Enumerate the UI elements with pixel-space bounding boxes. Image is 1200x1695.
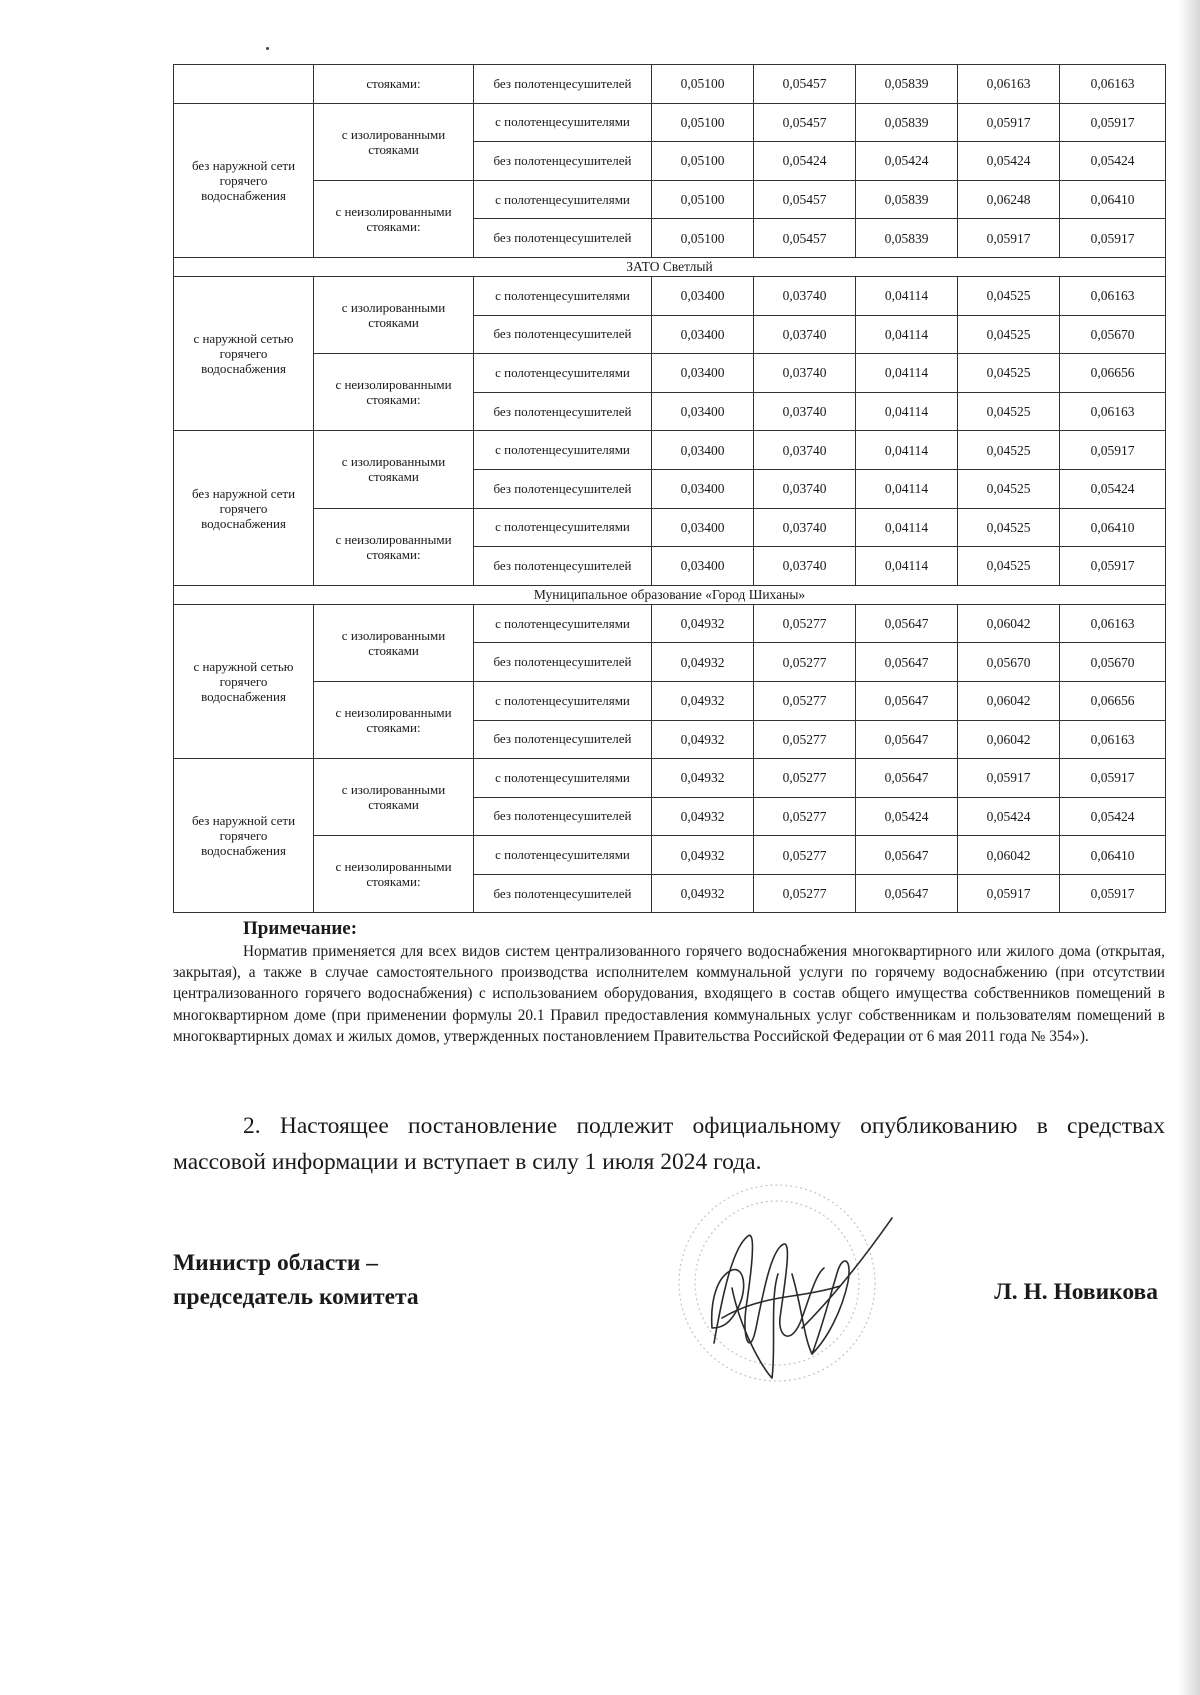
norm-value-cell: 0,04932 <box>652 681 754 720</box>
table-row <box>174 604 1166 643</box>
norm-value-cell: 0,05917 <box>958 103 1060 142</box>
faint-stamp <box>679 1185 875 1381</box>
norm-value-cell: 0,05100 <box>652 103 754 142</box>
riser-type-cell: с неизолированными стояками: <box>314 354 474 431</box>
norm-value-cell: 0,05424 <box>1060 142 1166 181</box>
norm-value-cell: 0,04114 <box>856 547 958 586</box>
table-row <box>174 681 1166 720</box>
norm-value-cell: 0,05277 <box>754 643 856 682</box>
signatory-title-line2: председатель комитета <box>173 1284 419 1310</box>
riser-type-cell: с изолированными стояками <box>314 759 474 836</box>
norm-value-cell: 0,05917 <box>1060 547 1166 586</box>
towel-dryer-cell: без полотенцесушителей <box>474 65 652 104</box>
table-row <box>174 759 1166 798</box>
norm-value-cell: 0,03740 <box>754 431 856 470</box>
towel-dryer-cell: с полотенцесушителями <box>474 604 652 643</box>
table-row <box>174 103 1166 142</box>
norm-value-cell: 0,06163 <box>1060 604 1166 643</box>
norm-value-cell: 0,06410 <box>1060 836 1166 875</box>
norm-value-cell: 0,05670 <box>1060 643 1166 682</box>
norm-value-cell: 0,05457 <box>754 180 856 219</box>
handwritten-signature <box>712 1218 892 1378</box>
norm-value-cell: 0,04525 <box>958 431 1060 470</box>
norm-value-cell: 0,03400 <box>652 315 754 354</box>
norm-value-cell: 0,06042 <box>958 604 1060 643</box>
norm-value-cell: 0,03400 <box>652 431 754 470</box>
norm-value-cell: 0,04114 <box>856 508 958 547</box>
table-row <box>174 431 1166 470</box>
norm-value-cell: 0,06163 <box>1060 392 1166 431</box>
scan-edge-shadow <box>1178 0 1200 1695</box>
towel-dryer-cell: с полотенцесушителями <box>474 508 652 547</box>
norm-value-cell: 0,03740 <box>754 276 856 315</box>
riser-type-cell: с неизолированными стояками: <box>314 836 474 913</box>
towel-dryer-cell: без полотенцесушителей <box>474 643 652 682</box>
norm-value-cell: 0,04114 <box>856 354 958 393</box>
norm-value-cell: 0,04932 <box>652 759 754 798</box>
towel-dryer-cell: без полотенцесушителей <box>474 219 652 258</box>
norm-value-cell: 0,05100 <box>652 180 754 219</box>
norm-value-cell: 0,04932 <box>652 797 754 836</box>
norm-value-cell: 0,03740 <box>754 392 856 431</box>
norm-value-cell: 0,04525 <box>958 508 1060 547</box>
section-title-cell: Муниципальное образование «Город Шиханы» <box>174 585 1166 604</box>
towel-dryer-cell: с полотенцесушителями <box>474 759 652 798</box>
norm-value-cell: 0,05277 <box>754 836 856 875</box>
riser-type-cell: с неизолированными стояками: <box>314 681 474 758</box>
norm-value-cell: 0,04114 <box>856 431 958 470</box>
note-text: Норматив применяется для всех видов систем централизованного горячего водоснабжения многоквартирного или жилого дома (открытая, закрытая), а также в случае самостоятельного производства исполнителем коммунальной услуги по горячему водоснабжению (при отсутствии централизованного горячего водоснабжения) с использованием оборудования, входящего в состав общего имущества собственников помещений в многоквартирном доме (при применении формулы 20.1 Правил предоставления коммунальных услуг собственникам и пользователям помещений в многоквартирных домах и жилых домов, утвержденных постановлением Правительства Российской Федерации от 6 мая 2011 года № 354»). <box>173 943 1165 1045</box>
riser-type-cell: стояками: <box>314 65 474 104</box>
note-title: Примечание: <box>243 918 358 939</box>
norm-value-cell: 0,06163 <box>1060 720 1166 759</box>
norm-value-cell: 0,04114 <box>856 469 958 508</box>
towel-dryer-cell: с полотенцесушителями <box>474 681 652 720</box>
riser-type-cell: с неизолированными стояками: <box>314 180 474 257</box>
norm-value-cell: 0,05917 <box>1060 103 1166 142</box>
towel-dryer-cell: с полотенцесушителями <box>474 354 652 393</box>
towel-dryer-cell: без полотенцесушителей <box>474 547 652 586</box>
norm-value-cell: 0,06163 <box>1060 276 1166 315</box>
norm-value-cell: 0,05100 <box>652 219 754 258</box>
norm-value-cell: 0,04525 <box>958 315 1060 354</box>
norm-value-cell: 0,03740 <box>754 354 856 393</box>
norm-value-cell: 0,04932 <box>652 874 754 913</box>
norm-value-cell: 0,05277 <box>754 759 856 798</box>
norm-value-cell: 0,03400 <box>652 392 754 431</box>
norm-value-cell: 0,05100 <box>652 142 754 181</box>
towel-dryer-cell: без полотенцесушителей <box>474 720 652 759</box>
riser-type-cell: с изолированными стояками <box>314 103 474 180</box>
norm-value-cell: 0,03740 <box>754 315 856 354</box>
table-row <box>174 508 1166 547</box>
norm-value-cell: 0,04525 <box>958 392 1060 431</box>
network-type-cell: с наружной сетью горячего водоснабжения <box>174 604 314 758</box>
scan-speck <box>266 47 269 50</box>
riser-type-cell: с изолированными стояками <box>314 604 474 681</box>
norm-value-cell: 0,05917 <box>958 874 1060 913</box>
towel-dryer-cell: с полотенцесушителями <box>474 431 652 470</box>
paragraph-2: 2. Настоящее постановление подлежит официальному опубликованию в средствах массовой информации и вступает в силу 1 июля 2024 года. <box>173 1113 1165 1175</box>
norm-value-cell: 0,04525 <box>958 354 1060 393</box>
riser-type-cell: с неизолированными стояками: <box>314 508 474 585</box>
riser-type-cell: с изолированными стояками <box>314 431 474 508</box>
table-row <box>174 836 1166 875</box>
towel-dryer-cell: с полотенцесушителями <box>474 836 652 875</box>
network-type-cell: с наружной сетью горячего водоснабжения <box>174 276 314 430</box>
norm-value-cell: 0,05839 <box>856 65 958 104</box>
norm-value-cell: 0,03740 <box>754 547 856 586</box>
norm-value-cell: 0,05424 <box>958 142 1060 181</box>
norm-value-cell: 0,05277 <box>754 874 856 913</box>
table-row <box>174 180 1166 219</box>
norm-value-cell: 0,04932 <box>652 836 754 875</box>
towel-dryer-cell: без полотенцесушителей <box>474 874 652 913</box>
signatory-title-line1: Министр области – <box>173 1250 378 1276</box>
norm-value-cell: 0,05839 <box>856 180 958 219</box>
towel-dryer-cell: без полотенцесушителей <box>474 469 652 508</box>
norm-value-cell: 0,04525 <box>958 469 1060 508</box>
norm-value-cell: 0,06410 <box>1060 180 1166 219</box>
signatory-name: Л. Н. Новикова <box>994 1279 1158 1305</box>
norm-value-cell: 0,05647 <box>856 681 958 720</box>
hot-water-norms-table <box>173 64 1166 913</box>
norm-value-cell: 0,05917 <box>1060 874 1166 913</box>
towel-dryer-cell: без полотенцесушителей <box>474 392 652 431</box>
norm-value-cell: 0,05457 <box>754 103 856 142</box>
norm-value-cell: 0,06656 <box>1060 681 1166 720</box>
norm-value-cell: 0,06042 <box>958 681 1060 720</box>
norm-value-cell: 0,03740 <box>754 469 856 508</box>
norm-value-cell: 0,05424 <box>1060 469 1166 508</box>
table-row <box>174 65 1166 104</box>
norm-value-cell: 0,05457 <box>754 65 856 104</box>
norm-value-cell: 0,05100 <box>652 65 754 104</box>
norm-value-cell: 0,06042 <box>958 836 1060 875</box>
towel-dryer-cell: без полотенцесушителей <box>474 315 652 354</box>
section-title-cell: ЗАТО Светлый <box>174 257 1166 276</box>
norm-value-cell: 0,03400 <box>652 276 754 315</box>
norm-value-cell: 0,06042 <box>958 720 1060 759</box>
network-type-cell: без наружной сети горячего водоснабжения <box>174 103 314 257</box>
norm-value-cell: 0,05839 <box>856 103 958 142</box>
table-row <box>174 354 1166 393</box>
norm-value-cell: 0,04525 <box>958 547 1060 586</box>
norm-value-cell: 0,05424 <box>958 797 1060 836</box>
norm-value-cell: 0,05277 <box>754 797 856 836</box>
towel-dryer-cell: без полотенцесушителей <box>474 142 652 181</box>
section-header-row <box>174 585 1166 604</box>
norm-value-cell: 0,05277 <box>754 604 856 643</box>
norm-value-cell: 0,05647 <box>856 604 958 643</box>
towel-dryer-cell: с полотенцесушителями <box>474 276 652 315</box>
table-row <box>174 276 1166 315</box>
section-header-row <box>174 257 1166 276</box>
riser-type-cell: с изолированными стояками <box>314 276 474 353</box>
norm-value-cell: 0,03400 <box>652 354 754 393</box>
norm-value-cell: 0,05917 <box>1060 431 1166 470</box>
norm-value-cell: 0,05457 <box>754 219 856 258</box>
norm-value-cell: 0,05424 <box>856 797 958 836</box>
norm-value-cell: 0,06163 <box>1060 65 1166 104</box>
norm-value-cell: 0,05670 <box>958 643 1060 682</box>
norm-value-cell: 0,05839 <box>856 219 958 258</box>
norm-value-cell: 0,05647 <box>856 643 958 682</box>
network-type-cell: без наружной сети горячего водоснабжения <box>174 759 314 913</box>
norm-value-cell: 0,04525 <box>958 276 1060 315</box>
norm-value-cell: 0,05917 <box>1060 759 1166 798</box>
norm-value-cell: 0,05277 <box>754 720 856 759</box>
norm-value-cell: 0,03740 <box>754 508 856 547</box>
norm-value-cell: 0,06656 <box>1060 354 1166 393</box>
norm-value-cell: 0,04932 <box>652 604 754 643</box>
norm-value-cell: 0,03400 <box>652 547 754 586</box>
norm-value-cell: 0,04114 <box>856 315 958 354</box>
norm-value-cell: 0,05670 <box>1060 315 1166 354</box>
norm-value-cell: 0,05424 <box>1060 797 1166 836</box>
norm-value-cell: 0,05277 <box>754 681 856 720</box>
norm-value-cell: 0,05647 <box>856 836 958 875</box>
network-type-cell: без наружной сети горячего водоснабжения <box>174 431 314 585</box>
norm-value-cell: 0,05647 <box>856 759 958 798</box>
norm-value-cell: 0,04932 <box>652 720 754 759</box>
norm-value-cell: 0,04932 <box>652 643 754 682</box>
norm-value-cell: 0,06410 <box>1060 508 1166 547</box>
norm-value-cell: 0,06248 <box>958 180 1060 219</box>
norm-value-cell: 0,05424 <box>856 142 958 181</box>
towel-dryer-cell: с полотенцесушителями <box>474 103 652 142</box>
category-cell-continued <box>174 65 314 104</box>
towel-dryer-cell: с полотенцесушителями <box>474 180 652 219</box>
norm-value-cell: 0,05647 <box>856 720 958 759</box>
norm-value-cell: 0,05424 <box>754 142 856 181</box>
towel-dryer-cell: без полотенцесушителей <box>474 797 652 836</box>
norm-value-cell: 0,05917 <box>1060 219 1166 258</box>
norm-value-cell: 0,03400 <box>652 469 754 508</box>
norm-value-cell: 0,05917 <box>958 219 1060 258</box>
norm-value-cell: 0,05647 <box>856 874 958 913</box>
norm-value-cell: 0,04114 <box>856 392 958 431</box>
signature-and-stamp <box>652 1178 922 1408</box>
norm-value-cell: 0,06163 <box>958 65 1060 104</box>
norm-value-cell: 0,05917 <box>958 759 1060 798</box>
signatory-title <box>173 1246 419 1314</box>
norm-value-cell: 0,04114 <box>856 276 958 315</box>
norm-value-cell: 0,03400 <box>652 508 754 547</box>
